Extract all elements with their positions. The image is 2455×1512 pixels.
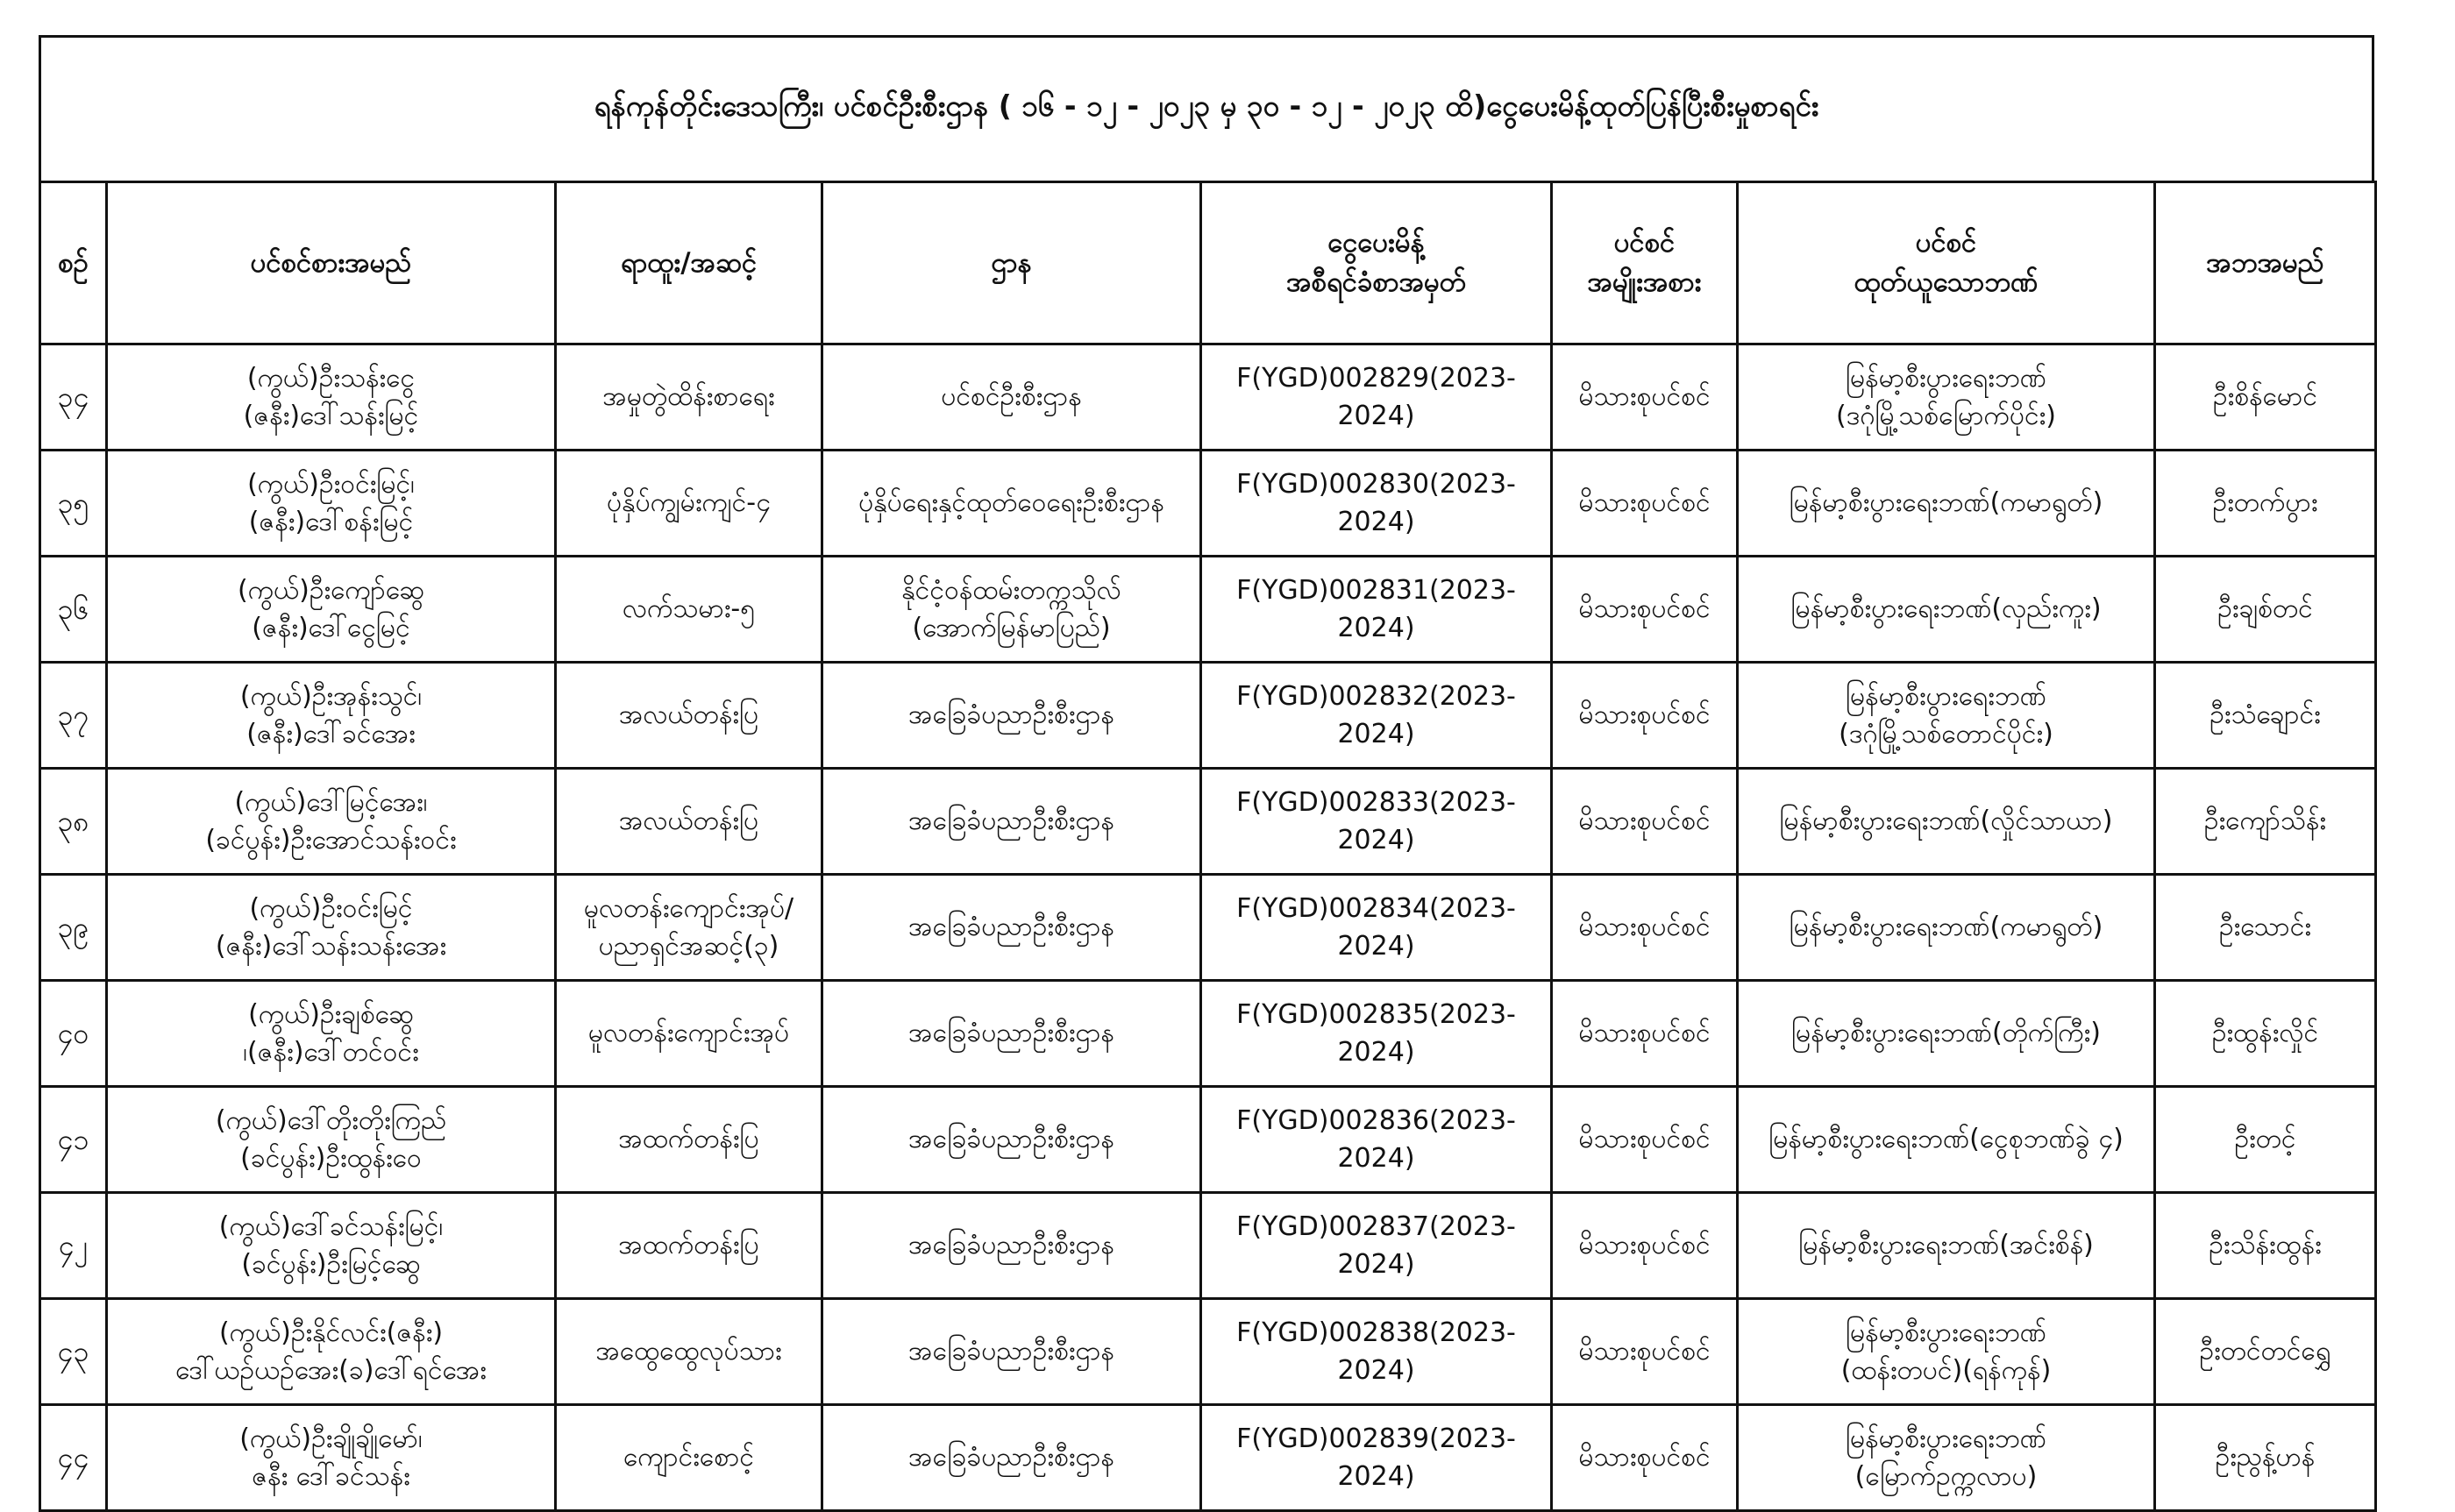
cell-serial: ၃၅ [40,451,107,557]
table-row [40,769,2376,875]
cell-department-line: အခြေခံပညာဦးစီးဌာန [908,912,1114,943]
cell-father-name: ဦးထွန်းလှိုင် [2155,981,2376,1087]
cell-pension-type: မိသားစုပင်စင် [1552,344,1738,451]
cell-bank-line: မြန်မာ့စီးပွားရေးဘဏ်(ကမာရွတ်) [1789,912,2103,943]
cell-department [822,1193,1201,1299]
cell-rank-line: ပညာရှင်အဆင့်(၃) [598,931,779,962]
header-text: ငွေပေးမိန့် [1327,227,1425,259]
cell-pensioner-name-line: (ကွယ်)ဒေါ်ခင်သန်းမြင့်၊ [218,1210,444,1242]
cell-order-ref: F(YGD)002837(2023-2024) [1201,1193,1552,1299]
header-text: အစီရင်ခံစာအမှတ် [1286,266,1466,298]
header-order-ref [1201,182,1552,344]
cell-department [822,1087,1201,1193]
cell-bank-line: (ဒဂုံမြို့သစ်မြောက်ပိုင်း) [1836,401,2056,431]
pension-table [39,181,2377,1512]
cell-bank [1738,981,2155,1087]
cell-pensioner-name [107,981,556,1087]
cell-order-ref: F(YGD)002834(2023-2024) [1201,875,1552,981]
header-text: စဉ် [58,246,89,279]
table-row [40,1087,2376,1193]
cell-pensioner-name-line: (ဇနီး)ဒေါ်ငွေမြင့် [252,613,410,643]
cell-department [822,981,1201,1087]
header-pension-type [1552,182,1738,344]
cell-rank [556,451,822,557]
cell-pensioner-name-line: (ကွယ်)ဦးအုန်းသွင်၊ [239,680,423,712]
cell-bank-line: မြန်မာ့စီးပွားရေးဘဏ်(အင်းစိန်) [1798,1230,2094,1261]
cell-pensioner-name [107,1087,556,1193]
cell-father-name: ဦးတက်ပွား [2155,451,2376,557]
cell-bank-line: မြန်မာ့စီးပွားရေးဘဏ် [1846,1423,2046,1454]
header-text: ပင်စင် [1613,227,1676,259]
cell-pension-type: မိသားစုပင်စင် [1552,1087,1738,1193]
cell-department-line: အခြေခံပညာဦးစီးဌာန [908,1442,1114,1473]
cell-order-ref: F(YGD)002833(2023-2024) [1201,769,1552,875]
cell-pensioner-name-line: (ကွယ်)ဦးနိုင်လင်း(ဇနီး) [218,1317,444,1348]
cell-pension-type: မိသားစုပင်စင် [1552,1193,1738,1299]
cell-serial: ၄၂ [40,1193,107,1299]
cell-order-ref: F(YGD)002839(2023-2024) [1201,1405,1552,1511]
cell-pensioner-name [107,344,556,451]
cell-rank-line: မူလတန်းကျောင်းအုပ်/ [583,892,794,924]
cell-pensioner-name-line: (ဇနီး)ဒေါ်စန်းမြင့် [248,507,414,537]
header-father-name [2155,182,2376,344]
header-bank [1738,182,2155,344]
cell-father-name: ဦးချစ်တင် [2155,557,2376,663]
cell-department [822,769,1201,875]
cell-bank-line: (ထန်းတပင်)(ရန်ကုန်) [1840,1355,2052,1386]
cell-father-name: ဦးသံချောင်း [2155,663,2376,769]
cell-pension-type: မိသားစုပင်စင် [1552,981,1738,1087]
cell-bank-line: (ဒဂုံမြို့သစ်တောင်ပိုင်း) [1839,719,2053,749]
table-row [40,451,2376,557]
cell-rank [556,663,822,769]
cell-pensioner-name-line: (ကွယ်)ဦးချစ်ဆွေ [248,998,414,1030]
cell-father-name: ဦးသောင်း [2155,875,2376,981]
cell-pensioner-name [107,663,556,769]
cell-bank [1738,451,2155,557]
cell-pension-type: မိသားစုပင်စင် [1552,875,1738,981]
cell-pensioner-name-line: (ခင်ပွန်း)ဦးအောင်သန်းဝင်း [205,825,457,855]
cell-pension-type: မိသားစုပင်စင် [1552,451,1738,557]
cell-department-line: အခြေခံပညာဦးစီးဌာန [908,1018,1114,1049]
cell-department [822,663,1201,769]
cell-order-ref: F(YGD)002836(2023-2024) [1201,1087,1552,1193]
cell-serial: ၄၃ [40,1299,107,1405]
cell-department-line: နိုင်ငံ့ဝန်ထမ်းတက္ကသိုလ် [901,574,1121,606]
cell-pensioner-name-line: (ကွယ်)ဦးဝင်းမြင့်၊ [247,468,415,500]
cell-pensioner-name [107,769,556,875]
table-row [40,875,2376,981]
cell-bank [1738,1193,2155,1299]
cell-rank [556,769,822,875]
cell-rank [556,875,822,981]
cell-department [822,875,1201,981]
cell-rank [556,981,822,1087]
document-title: ရန်ကုန်တိုင်းဒေသကြီး၊ ပင်စင်ဦးစီးဌာန ( ၁၆ - ၁၂ - ၂၀၂၃ မှ ၃၀ - ၁၂ - ၂၀၂၃ ထိ)ငွေပေးမိန့်ထုတ်ပြန်ပြီးစီးမှုစာရင်း [39,35,2374,181]
cell-department-line: ပင်စင်ဦးစီးဌာန [941,381,1082,413]
cell-pensioner-name-line: (ကွယ်)ဦးချိုချိုမော်၊ [239,1423,423,1454]
cell-pensioner-name-line: ၊(ဇနီး)ဒေါ်တင်ဝင်း [243,1037,419,1068]
cell-bank [1738,1405,2155,1511]
cell-serial: ၃၆ [40,557,107,663]
cell-rank [556,557,822,663]
cell-rank-line: မူလတန်းကျောင်းအုပ် [587,1018,790,1049]
cell-bank [1738,1299,2155,1405]
cell-serial: ၃၈ [40,769,107,875]
cell-bank [1738,344,2155,451]
cell-rank-line: အမှုတွဲထိန်းစာရေး [602,381,775,413]
cell-order-ref: F(YGD)002829(2023-2024) [1201,344,1552,451]
cell-bank-line: (မြောက်ဥက္ကလာပ) [1854,1461,2038,1492]
header-text: ပင်စင် [1915,227,1977,259]
cell-department-line: အခြေခံပညာဦးစီးဌာန [908,699,1114,731]
cell-rank [556,1299,822,1405]
cell-order-ref: F(YGD)002830(2023-2024) [1201,451,1552,557]
cell-department-line: အခြေခံပညာဦးစီးဌာန [908,1230,1114,1261]
cell-serial: ၄၁ [40,1087,107,1193]
cell-department [822,1405,1201,1511]
cell-father-name: ဦးသိန်းထွန်း [2155,1193,2376,1299]
cell-pensioner-name [107,1299,556,1405]
cell-bank-line: မြန်မာ့စီးပွားရေးဘဏ် [1846,1317,2046,1348]
table-header-row [40,182,2376,344]
header-text: ပင်စင်စားအမည် [250,246,412,279]
cell-department [822,451,1201,557]
cell-pensioner-name-line: (ကွယ်)ဒေါ်မြင့်အေး၊ [234,786,428,818]
cell-father-name: ဦးညွန့်ဟန် [2155,1405,2376,1511]
cell-serial: ၄၀ [40,981,107,1087]
header-text: ရာထူး/အဆင့် [620,246,758,279]
cell-bank [1738,1087,2155,1193]
cell-department-line: အခြေခံပညာဦးစီးဌာန [908,806,1114,837]
cell-rank-line: အထက်တန်းပြ [618,1230,759,1261]
cell-bank-line: မြန်မာ့စီးပွားရေးဘဏ်(ငွေစုဘဏ်ခွဲ ၄) [1768,1124,2124,1155]
cell-department-line: (အောက်မြန်မာပြည်) [912,613,1111,643]
cell-bank-line: မြန်မာ့စီးပွားရေးဘဏ် [1846,680,2046,712]
cell-bank-line: မြန်မာ့စီးပွားရေးဘဏ်(လှိုင်သာယာ) [1779,806,2113,837]
cell-order-ref: F(YGD)002832(2023-2024) [1201,663,1552,769]
cell-pension-type: မိသားစုပင်စင် [1552,663,1738,769]
cell-department [822,344,1201,451]
cell-serial: ၄၄ [40,1405,107,1511]
cell-pensioner-name-line: (ခင်ပွန်း)ဦးမြင့်ဆွေ [241,1249,421,1280]
cell-serial: ၃၄ [40,344,107,451]
cell-pensioner-name [107,557,556,663]
document-sheet [39,35,2374,1512]
cell-pensioner-name [107,1193,556,1299]
cell-department [822,1299,1201,1405]
cell-pensioner-name-line: (ကွယ်)ဦးကျော်ဆွေ [238,574,424,606]
table-row [40,1299,2376,1405]
cell-rank-line: ပုံနှိပ်ကျွမ်းကျင်-၄ [606,487,772,519]
cell-department-line: အခြေခံပညာဦးစီးဌာန [908,1124,1114,1155]
cell-rank-line: အထက်တန်းပြ [618,1124,759,1155]
header-text: ဌာန [991,246,1032,279]
cell-rank-line: အထွေထွေလုပ်သား [595,1336,782,1367]
cell-pensioner-name-line: (ခင်ပွန်း)ဦးထွန်းဝေ [240,1143,422,1174]
cell-pensioner-name-line: (ဇနီး)ဒေါ်သန်းသန်းအေး [215,931,447,962]
cell-rank [556,1087,822,1193]
table-row [40,663,2376,769]
cell-pensioner-name-line: ဇနီး ဒေါ်ခင်သန်း [252,1461,410,1492]
table-row [40,981,2376,1087]
cell-order-ref: F(YGD)002831(2023-2024) [1201,557,1552,663]
cell-pension-type: မိသားစုပင်စင် [1552,557,1738,663]
cell-pensioner-name [107,1405,556,1511]
cell-pensioner-name [107,875,556,981]
cell-pensioner-name-line: ဒေါ်ယဉ်ယဉ်အေး(ခ)ဒေါ်ရင်အေး [175,1355,487,1386]
header-text: အဘအမည် [2206,246,2324,279]
cell-pensioner-name-line: (ဇနီး)ဒေါ်သန်းမြင့် [243,401,419,431]
cell-rank [556,1193,822,1299]
table-row [40,557,2376,663]
header-rank [556,182,822,344]
cell-pensioner-name-line: (ကွယ်)ဦးသန်းငွေ [246,362,416,394]
cell-rank-line: လက်သမား-၅ [622,593,756,625]
cell-rank [556,1405,822,1511]
cell-pensioner-name-line: (ဇနီး)ဒေါ်ခင်အေး [246,719,416,749]
table-row [40,344,2376,451]
cell-bank-line: မြန်မာ့စီးပွားရေးဘဏ်(တိုက်ကြီး) [1791,1018,2101,1049]
cell-bank [1738,663,2155,769]
header-serial [40,182,107,344]
header-department [822,182,1201,344]
cell-bank-line: မြန်မာ့စီးပွားရေးဘဏ်(ကမာရွတ်) [1789,487,2103,519]
cell-pensioner-name-line: (ကွယ်)ဦးဝင်းမြင့် [249,892,413,924]
cell-department-line: ပုံနှိပ်ရေးနှင့်ထုတ်ဝေရေးဦးစီးဌာန [858,487,1164,519]
table-body [40,344,2376,1511]
cell-rank-line: ကျောင်းစောင့် [623,1442,755,1473]
cell-pension-type: မိသားစုပင်စင် [1552,1405,1738,1511]
cell-order-ref: F(YGD)002838(2023-2024) [1201,1299,1552,1405]
table-row [40,1193,2376,1299]
cell-pensioner-name-line: (ကွယ်)ဒေါ်တိုးတိုးကြည် [215,1104,447,1136]
cell-father-name: ဦးတင်တင်ရွှေ [2155,1299,2376,1405]
cell-bank [1738,875,2155,981]
cell-bank-line: မြန်မာ့စီးပွားရေးဘဏ်(လှည်းကူး) [1790,593,2102,625]
header-text: ထုတ်ယူသောဘဏ် [1854,266,2039,298]
cell-department [822,557,1201,663]
cell-serial: ၃၉ [40,875,107,981]
cell-rank-line: အလယ်တန်းပြ [618,699,759,731]
cell-bank-line: မြန်မာ့စီးပွားရေးဘဏ် [1846,362,2046,394]
cell-bank [1738,769,2155,875]
cell-father-name: ဦးတင့် [2155,1087,2376,1193]
cell-rank [556,344,822,451]
cell-father-name: ဦးစိန်မောင် [2155,344,2376,451]
header-text: အမျိုးအစား [1587,266,1702,298]
table-row [40,1405,2376,1511]
header-pensioner-name [107,182,556,344]
cell-bank [1738,557,2155,663]
cell-rank-line: အလယ်တန်းပြ [618,806,759,837]
cell-father-name: ဦးကျော်သိန်း [2155,769,2376,875]
cell-pensioner-name [107,451,556,557]
cell-department-line: အခြေခံပညာဦးစီးဌာန [908,1336,1114,1367]
cell-serial: ၃၇ [40,663,107,769]
cell-order-ref: F(YGD)002835(2023-2024) [1201,981,1552,1087]
cell-pension-type: မိသားစုပင်စင် [1552,769,1738,875]
cell-pension-type: မိသားစုပင်စင် [1552,1299,1738,1405]
